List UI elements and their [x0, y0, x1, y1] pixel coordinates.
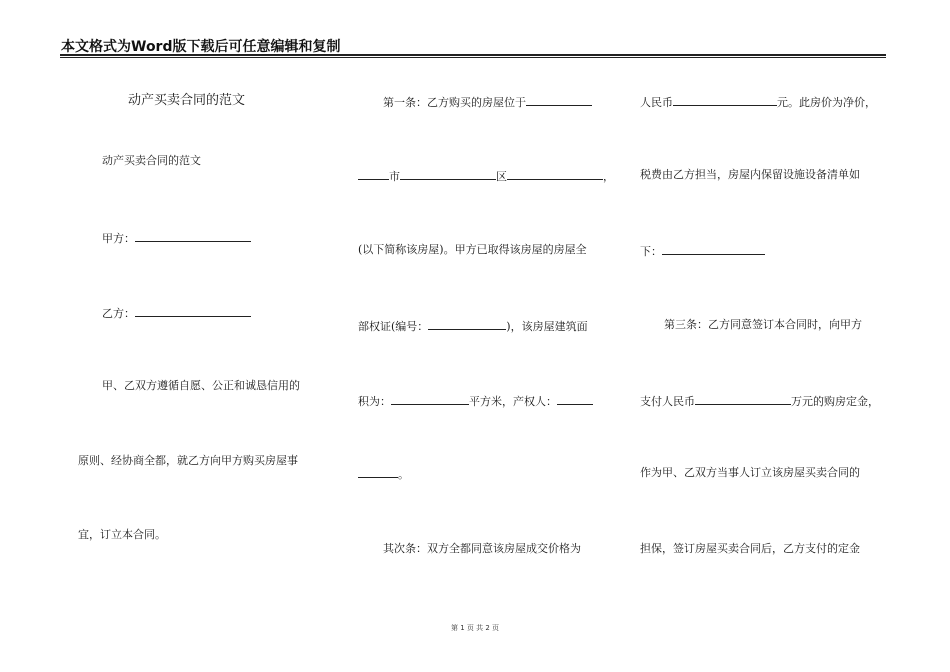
party-b-line	[102, 305, 251, 321]
header-rule-thin	[60, 57, 886, 58]
article3-line2	[640, 393, 879, 409]
party-a-blank	[135, 230, 251, 242]
article1-line1-text: 第一条：乙方购买的房屋位于	[383, 96, 526, 109]
article1-line4	[358, 318, 588, 334]
document-header: 本文格式为Word版下载后可任意编辑和复制	[61, 39, 341, 55]
para1-line3: 宜，订立本合同。	[78, 528, 166, 541]
district-name-blank	[400, 168, 496, 180]
list-label: 下：	[640, 245, 662, 258]
price-line	[640, 94, 876, 110]
area-blank	[391, 393, 469, 405]
article3-line3: 作为甲、乙双方当事人订立该房屋买卖合同的	[640, 466, 860, 479]
owner-blank	[557, 393, 593, 405]
owner-blank-cont	[358, 466, 398, 478]
certificate-label: 部权证(编号：	[358, 320, 429, 333]
article3-line1: 第三条：乙方同意签订本合同时，向甲方	[664, 318, 862, 331]
para1-line1: 甲、乙双方遵循自愿、公正和诚恳信用的	[102, 379, 300, 392]
para1-line2: 原则、经协商全都，就乙方向甲方购买房屋事	[78, 454, 298, 467]
address-blank	[526, 94, 592, 106]
party-b-label: 乙方：	[102, 307, 135, 320]
article1-line1	[383, 94, 592, 110]
article3-line4: 担保，签订房屋买卖合同后，乙方支付的定金	[640, 542, 860, 555]
party-a-label: 甲方：	[102, 232, 135, 245]
list-line	[640, 243, 765, 259]
district-label: 区	[496, 170, 507, 183]
deposit-post: 万元的购房定金，	[791, 395, 879, 408]
city-blank	[358, 168, 389, 180]
area-label: 积为：	[358, 395, 391, 408]
deposit-label: 支付人民币	[640, 395, 695, 408]
price-post: 元。此房价为净价，	[777, 96, 876, 109]
price-blank	[673, 94, 777, 106]
party-b-blank	[135, 305, 251, 317]
article1-line6	[358, 466, 409, 482]
party-a-line	[102, 230, 251, 246]
city-label: 市	[389, 170, 400, 183]
comma: ，	[603, 170, 614, 183]
owner-label: 平方米，产权人：	[469, 395, 557, 408]
article2-line1: 其次条：双方全都同意该房屋成交价格为	[383, 542, 581, 555]
article1-line5	[358, 393, 593, 409]
document-title: 动产买卖合同的范文	[128, 93, 246, 108]
article1-line2	[358, 168, 614, 184]
period: 。	[398, 468, 409, 481]
district-detail-blank	[507, 168, 603, 180]
header-rule	[60, 54, 886, 56]
rmb-label: 人民币	[640, 96, 673, 109]
tax-line: 税费由乙方担当，房屋内保留设施设备清单如	[640, 168, 860, 181]
certificate-blank	[428, 318, 506, 330]
page-footer: 第 1 页 共 2 页	[450, 624, 500, 632]
list-blank	[662, 243, 765, 255]
certificate-post: )，该房屋建筑面	[506, 320, 588, 333]
article1-line3: (以下简称该房屋)。甲方已取得该房屋的房屋全	[358, 243, 587, 256]
document-subtitle: 动产买卖合同的范文	[102, 154, 201, 167]
deposit-blank	[695, 393, 791, 405]
